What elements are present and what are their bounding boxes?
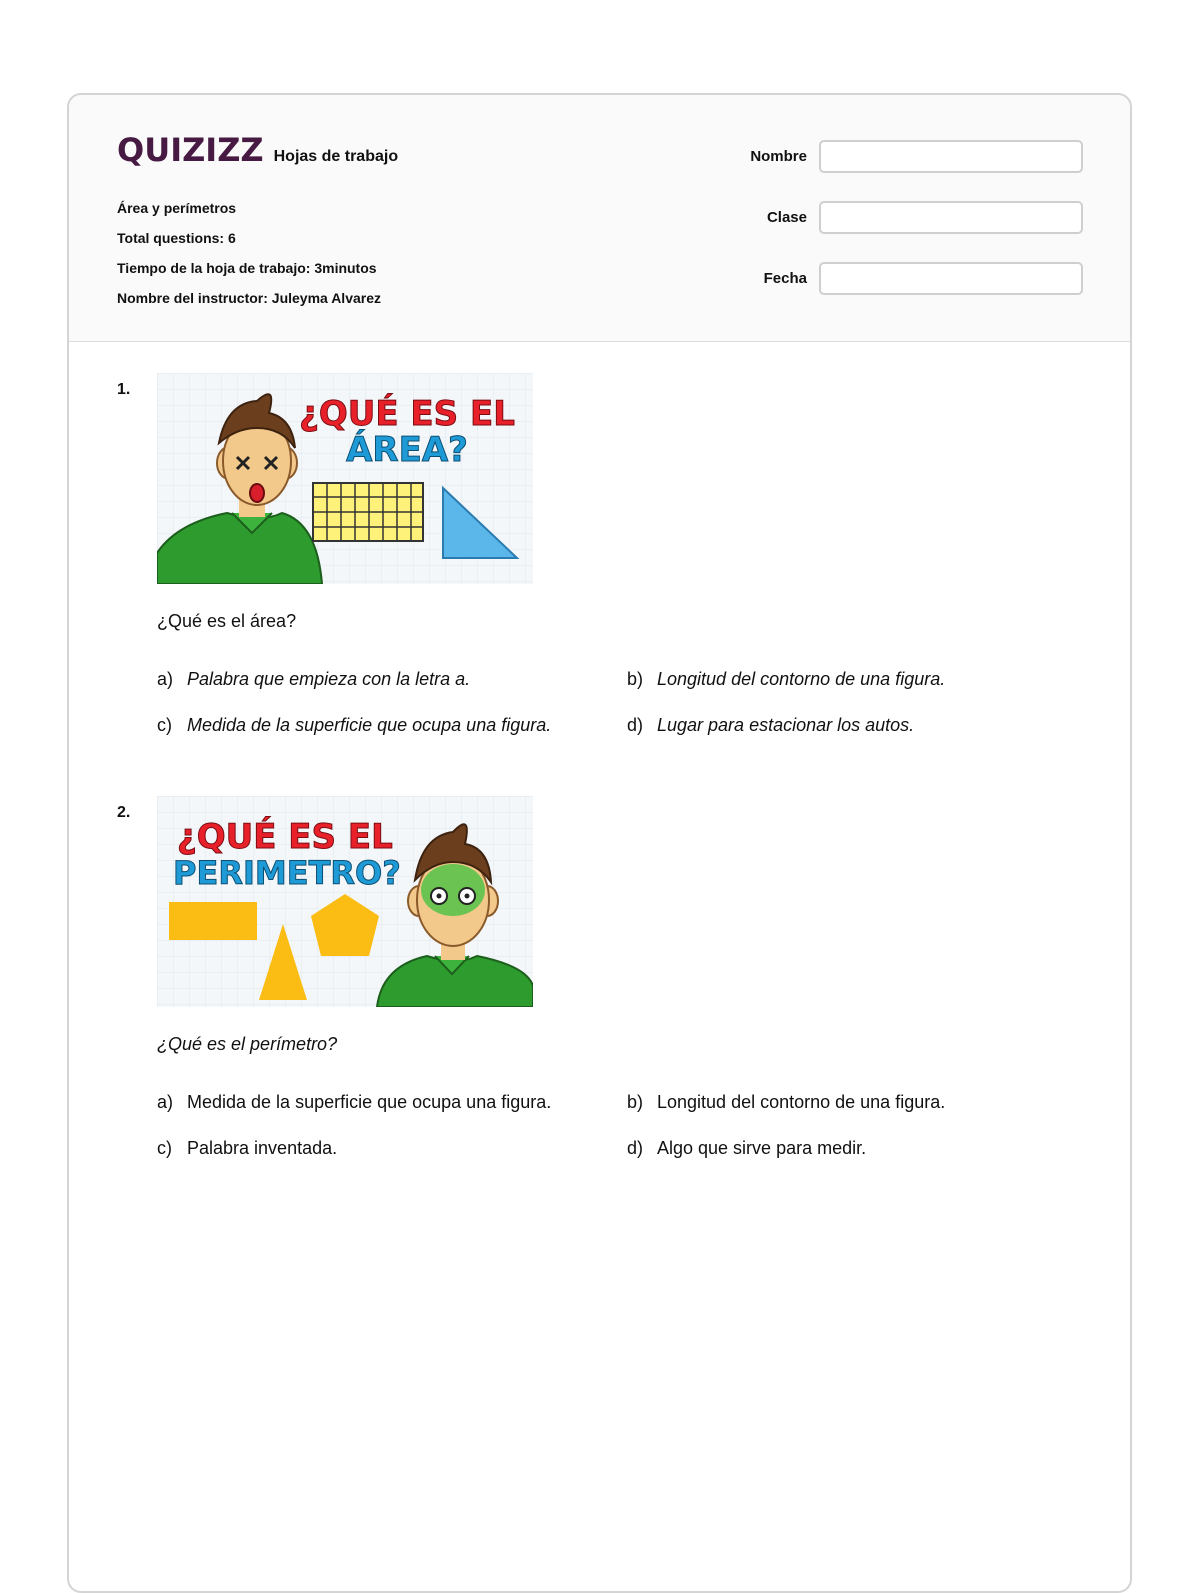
instructor-name: Nombre del instructor: Juleyma Alvarez	[117, 290, 382, 306]
option-letter: c)	[157, 1138, 172, 1158]
field-label: Fecha	[763, 269, 807, 287]
option-text: Medida de la superficie que ocupa una figura.	[187, 715, 552, 735]
image-title-line2: PERIMETRO?	[173, 854, 401, 892]
image-title-line1: ¿QUÉ ES EL	[177, 817, 393, 857]
class-field[interactable]	[819, 201, 1083, 234]
option-letter: b)	[627, 1092, 644, 1112]
perimeter-illustration	[157, 796, 533, 1007]
option-text: Lugar para estacionar los autos.	[657, 715, 915, 735]
brand-subtitle: Hojas de trabajo	[273, 148, 399, 165]
question-image-perimetro	[157, 796, 533, 1007]
field-label: Nombre	[750, 147, 807, 165]
option-c[interactable]	[157, 715, 551, 736]
question-number: 2.	[117, 804, 131, 821]
question-2	[117, 796, 1077, 1196]
name-field[interactable]	[819, 140, 1083, 173]
field-row-fecha	[750, 260, 1083, 296]
worksheet-sheet	[67, 93, 1132, 1593]
field-label: Clase	[766, 208, 807, 226]
option-letter: d)	[627, 1138, 644, 1158]
question-text: ¿Qué es el perímetro?	[157, 1034, 338, 1054]
quizizz-logo: QUIZIZZ	[117, 131, 264, 169]
field-row-nombre	[750, 138, 1083, 174]
area-illustration	[157, 373, 533, 584]
question-image-area	[157, 373, 533, 584]
option-letter: d)	[627, 715, 644, 735]
option-d[interactable]	[627, 1138, 866, 1159]
image-title-line2: ÁREA?	[346, 430, 468, 470]
total-questions: Total questions: 6	[117, 230, 236, 246]
brand	[117, 131, 398, 169]
option-a[interactable]	[157, 669, 470, 690]
worksheet-meta	[117, 193, 381, 313]
worksheet-time: Tiempo de la hoja de trabajo: 3minutos	[117, 260, 377, 276]
question-1	[117, 373, 1077, 773]
option-text: Longitud del contorno de una figura.	[657, 669, 946, 689]
question-number: 1.	[117, 381, 131, 398]
option-text: Medida de la superficie que ocupa una figura.	[187, 1092, 552, 1112]
option-text: Palabra inventada.	[187, 1138, 338, 1158]
option-letter: a)	[157, 669, 174, 689]
option-d[interactable]	[627, 715, 914, 736]
option-b[interactable]	[627, 669, 945, 690]
student-fields	[750, 138, 1083, 321]
field-row-clase	[750, 199, 1083, 235]
option-text: Algo que sirve para medir.	[657, 1138, 867, 1158]
option-letter: b)	[627, 669, 644, 689]
worksheet-header	[69, 95, 1130, 342]
option-text: Palabra que empieza con la letra a.	[187, 669, 471, 689]
option-b[interactable]	[627, 1092, 945, 1113]
option-c[interactable]	[157, 1138, 337, 1159]
worksheet-title: Área y perímetros	[117, 200, 237, 216]
image-title-line1: ¿QUÉ ES EL	[299, 394, 515, 434]
date-field[interactable]	[819, 262, 1083, 295]
yellow-grid-rect	[313, 483, 423, 541]
yellow-rectangle	[169, 902, 257, 940]
question-text: ¿Qué es el área?	[157, 611, 297, 631]
option-text: Longitud del contorno de una figura.	[657, 1092, 946, 1112]
option-a[interactable]	[157, 1092, 551, 1113]
option-letter: c)	[157, 715, 172, 735]
option-letter: a)	[157, 1092, 174, 1112]
